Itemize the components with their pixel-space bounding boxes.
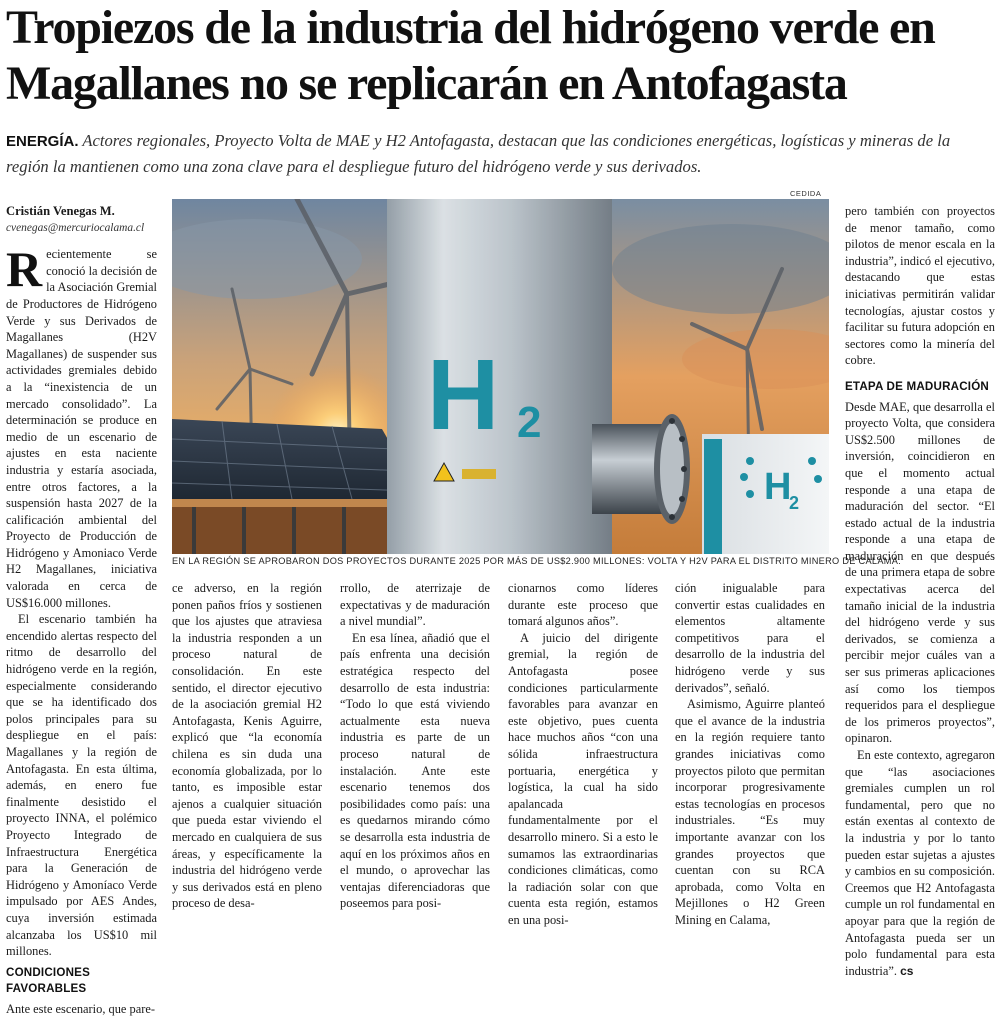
tank-h2-subscript: 2 xyxy=(517,398,542,447)
byline-email: cvenegas@mercuriocalama.cl xyxy=(6,221,145,234)
body-paragraph: ce adverso, en la región ponen paños fríos y sostienen que los ajustes que atraviesa la industria responden a un proceso natural de consolidación. En este sentido, el director ejecutivo de la asociación gremial H2 Antofagasta, Kenis Aguirre, explicó que “la economía chilena es sin duda una economía globalizada, por lo tanto, es imposible estar ajenos a cualquier situación que pueda estar viviendo el mercado en cualquiera de sus áreas, y específicamente la industria del hidrógeno verde y sus derivados está en pleno proceso de desa- xyxy=(172,581,322,911)
body-paragraph: pero también con proyectos de menor tamaño, como pilotos de menor escala en la industria”, indicó el ejecutivo, destacando que estas iniciativas permitirán validar tecnologías, ajustar costos y facilitar su futura adopción en sectores como la minería del cobre. xyxy=(845,204,995,368)
subheading-etapa: ETAPA DE MADURACIÓN xyxy=(845,379,989,393)
article-column-6 xyxy=(845,203,995,979)
article-column-4 xyxy=(508,580,658,928)
lead-text: Actores regionales, Proyecto Volta de MAE y H2 Antofagasta, destacan que las condiciones energéticas, logísticas y mineras de la región la mantienen como una zona clave para el despliegue futuro del hidrógeno verde y sus derivados. xyxy=(6,131,951,176)
hydrogen-plant-illustration xyxy=(172,199,829,554)
end-mark: cs xyxy=(900,963,914,978)
container-h2-label: H xyxy=(764,466,792,508)
container-h2-subscript: 2 xyxy=(789,493,800,513)
tank-h2-label: H xyxy=(427,339,500,451)
body-paragraph: ción inigualable para convertir estas cualidades en elementos altamente competitivos para el desarrollo de la industria del hidrógeno verde y sus derivados”, señaló. xyxy=(675,581,825,695)
article-column-1 xyxy=(6,203,157,1018)
body-paragraph: cionarnos como líderes durante este proceso que tomará algunos años”. xyxy=(508,581,658,629)
drop-cap: R xyxy=(6,241,43,298)
body-paragraph: A juicio del dirigente gremial, la región de Antofagasta posee condiciones particularmente favorables para avanzar en este objetivo, pues cuenta hace muchos años “con una sólida infraestructura portuaria, energética y logística, la cual ha sido apalancada fundamentalmente por el desarrollo minero. Si a esto le sumamos las extraordinarias condiciones climáticas, como la radiación solar con que cuenta esta región, estamos en una posi- xyxy=(508,630,658,927)
body-paragraph: El escenario también ha encendido alertas respecto del ritmo de desarrollo del hidrógeno verde en la región, especialmente considerando que se ha identificado dos polos principales para su despliegue en el país: Magallanes y la región de Antofagasta. En esta última, además, en enero fue finalmente desistido el proyecto INNA, el polémico Proyecto Integrado de Infraestructura Energética para la Generación de Hidrógeno y Amoníaco Verde impulsado por AES Andes, cuya inversión estimada alcanzaba los US$10 mil millones. xyxy=(6,612,157,959)
headline: Tropiezos de la industria del hidrógeno verde en Magallanes no se replicarán en Antofagasta xyxy=(6,1,935,110)
lead-paragraph xyxy=(6,128,994,179)
photo-caption: EN LA REGIÓN SE APROBARON DOS PROYECTOS DURANTE 2025 POR MÁS DE US$2.900 MILLONES: VOLTA Y H2V PARA EL DISTRITO MINERO DE CALAMA. xyxy=(172,556,901,566)
article-column-5 xyxy=(675,580,825,928)
body-paragraph: Asimismo, Aguirre planteó que el avance de la industria en la región requiere tanto grandes iniciativas como proyectos piloto que permitan incorporar progresivamente estas tecnologías en procesos industriales. “Es muy importante avanzar con los grandes proyectos que cuentan con su RCA aprobada, como Volta en Mejillones o H2 Green Mining en Calama, xyxy=(675,697,825,927)
section-tag: ENERGÍA. xyxy=(6,133,79,150)
photo-credit: CEDIDA xyxy=(790,189,822,198)
article-column-2 xyxy=(172,580,322,912)
article-photo xyxy=(172,199,829,554)
byline-author: Cristián Venegas M. xyxy=(6,204,115,218)
body-paragraph: Recientemente se conoció la decisión de la Asociación Gremial de Productores de Hidrógeno Verde y sus Derivados de Magallanes (H2V Magallanes) de suspender sus actividades gremiales debido a la “inexistencia de un mercado consolidado”. La determinación se produce en medio de un escenario de ajustes en esta naciente industria y estaría asociada, entre otros factores, a la suspensión hasta 2027 de la calificación ambiental del Proyecto de Producción de Hidrógeno y Amoniaco Verde H2 Magallanes, iniciativa valorada en cerca de US$16.000 millones. xyxy=(6,241,157,610)
body-paragraph: Ante este escenario, que pare- xyxy=(6,1001,155,1016)
body-paragraph: En esa línea, añadió que el país enfrenta una decisión estratégica respecto del desarrollo de esta industria: “Todo lo que está viviendo actualmente esta nueva industria es parte de un proceso natural de instalación. Ante este escenario tenemos dos posibilidades como país: una es quedarnos mirando cómo se desarrolla esta industria de aquí en los próximos años en el mundo, o aprovechar las ventajas diferenciadoras que poseemos para posi- xyxy=(340,630,490,911)
body-paragraph: rrollo, de aterrizaje de expectativas y de maduración a nivel mundial”. xyxy=(340,581,490,629)
body-paragraph: Desde MAE, que desarrolla el proyecto Volta, que considera US$2.500 millones de inversión, coincidieron en que el momento actual responde a una etapa de maduración del sector. “El estado actual de la industria responde a una etapa de maduración en que después de una primera etapa de sobre expectativas acerca del tamaño inicial de la industria del hidrógeno verde y sus derivados, se comienza a percibir mejor cuáles van a ser sus primeras aplicaciones así como los tiempos requeridos para el despliegue de los primeros proyectos”, opinaron. xyxy=(845,399,995,746)
subheading-condiciones: CONDICIONES FAVORABLES xyxy=(6,965,91,996)
body-paragraph: En este contexto, agregaron que “las asociaciones gremiales cumplen un rol fundamental, pero que no están exentas al contexto de la industria y por lo tanto pueden estar sujetas a ajustes y cambios en su composición. Creemos que H2 Antofagasta cumple un rol fundamental en apoyar para que la región de Antofagasta pueda ser un polo fundamental para esta industria”. cs xyxy=(845,748,995,978)
article-column-3 xyxy=(340,580,490,912)
